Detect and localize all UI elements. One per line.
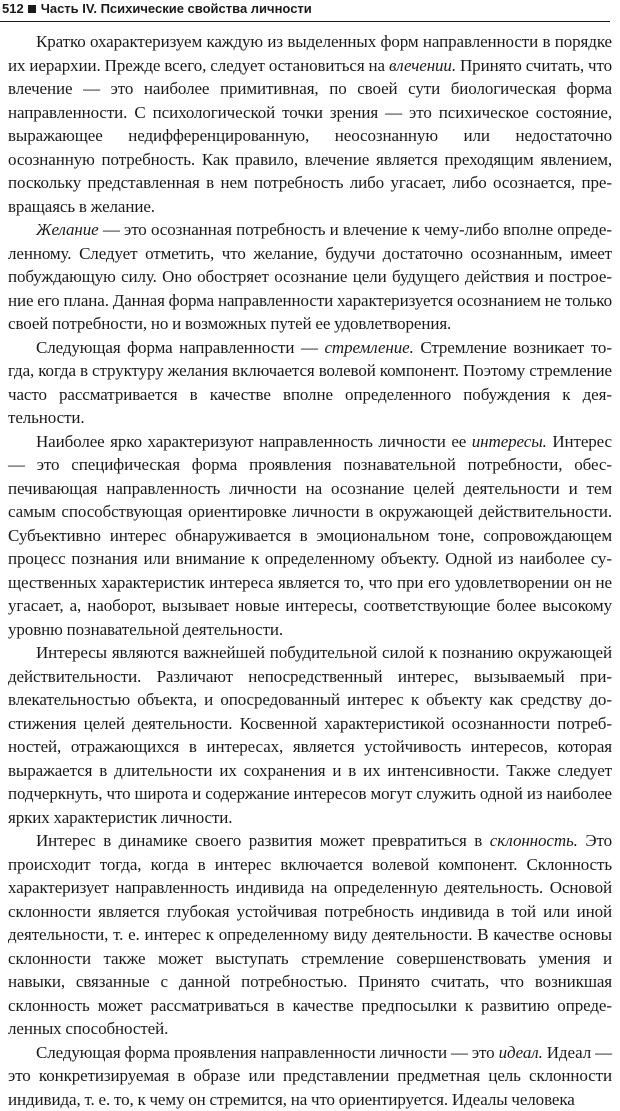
running-header <box>0 0 610 22</box>
paragraph: Интерес в динамике своего развития может превратиться в склонность. Это происходит тогда, когда в интерес включается волевой компонент. Склонность характеризует направленность индивида на определенную деятельность. Основой склонности является глубокая устойчивая потребность индивида в той или иной деятельности, т. е. интерес к определенному виду деятельности. В качестве основы склонности также может выступать стремление совершенствовать умения и навыки, связанные с данной потребностью. Принято считать, что возникшая склонность может рассматриваться в качестве предпосылки к развитию определенных способностей. <box>8 829 612 1041</box>
emphasis-term: влечении. <box>389 56 456 75</box>
page-body <box>8 30 612 1111</box>
emphasis-term: Желание <box>36 220 99 239</box>
paragraph: Следующая форма проявления направленности личности — это идеал. Идеал — это конкретизируемая в образе или представлении предметная цель склонности индивида, т. е. то, к чему он стремится, на что ориентируется. Идеалы человека <box>8 1041 612 1111</box>
emphasis-term: стремление. <box>324 338 413 357</box>
page-number: 512 <box>2 1 24 16</box>
paragraph: Следующая форма направленности — стремление. Стремление возникает тогда, когда в структуру желания включается волевой компонент. Поэтому стремление часто рассматривается в качестве вполне определенного побуждения к деятельности. <box>8 336 612 430</box>
emphasis-term: идеал. <box>499 1043 543 1062</box>
paragraph: Наиболее ярко характеризуют направленность личности ее интересы. Интерес — это специфическая форма проявления познавательной потребности, обеспечивающая направленность личности на осознание целей деятельности и тем самым способствующая ориентировке личности в окружающей действительности. Субъективно интерес обнаруживается в эмоциональном тоне, сопровождающем процесс познания или внимание к определенному объекту. Одной из наиболее существенных характеристик интереса является то, что при его удовлетворении он не угасает, а, наоборот, вызывает новые интересы, соответствующие более высокому уровню познавательной деятельности. <box>8 430 612 642</box>
running-title: Часть IV. Психические свойства личности <box>41 1 312 16</box>
paragraph: Кратко охарактеризуем каждую из выделенных форм направленности в порядке их иерархии. Прежде всего, следует остановиться на влечении. Принято считать, что влечение — это наиболее примитивная, по своей сути биологическая форма направленности. С психологической точки зрения — это психическое состояние, выражающее недифференцированную, неосознанную или недостаточно осознанную потребность. Как правило, влечение является преходящим явлением, поскольку представленная в нем потребность либо угасает, либо осознается, превращаясь в желание. <box>8 30 612 218</box>
emphasis-term: интересы. <box>472 432 547 451</box>
paragraph: Интересы являются важнейшей побудительной силой к познанию окружающей действительности. Различают непосредственный интерес, вызываемый привлекательностью объекта, и опосредованный интерес к объекту как средству достижения целей деятельности. Косвенной характеристикой осознанности потребностей, отражающихся в интересах, является устойчивость интересов, которая выражается в длительности их сохранения и в их интенсивности. Также следует подчеркнуть, что широта и содержание интересов могут служить одной из наиболее ярких характеристик личности. <box>8 641 612 829</box>
paragraph: Желание — это осознанная потребность и влечение к чему-либо вполне определенному. Следует отметить, что желание, будучи достаточно осознанным, имеет побуждающую силу. Оно обостряет осознание цели будущего действия и построение его плана. Данная форма направленности характеризуется осознанием не только своей потребности, но и возможных путей ее удовлетворения. <box>8 218 612 336</box>
square-bullet-icon <box>28 5 36 13</box>
emphasis-term: склонность. <box>490 831 578 850</box>
